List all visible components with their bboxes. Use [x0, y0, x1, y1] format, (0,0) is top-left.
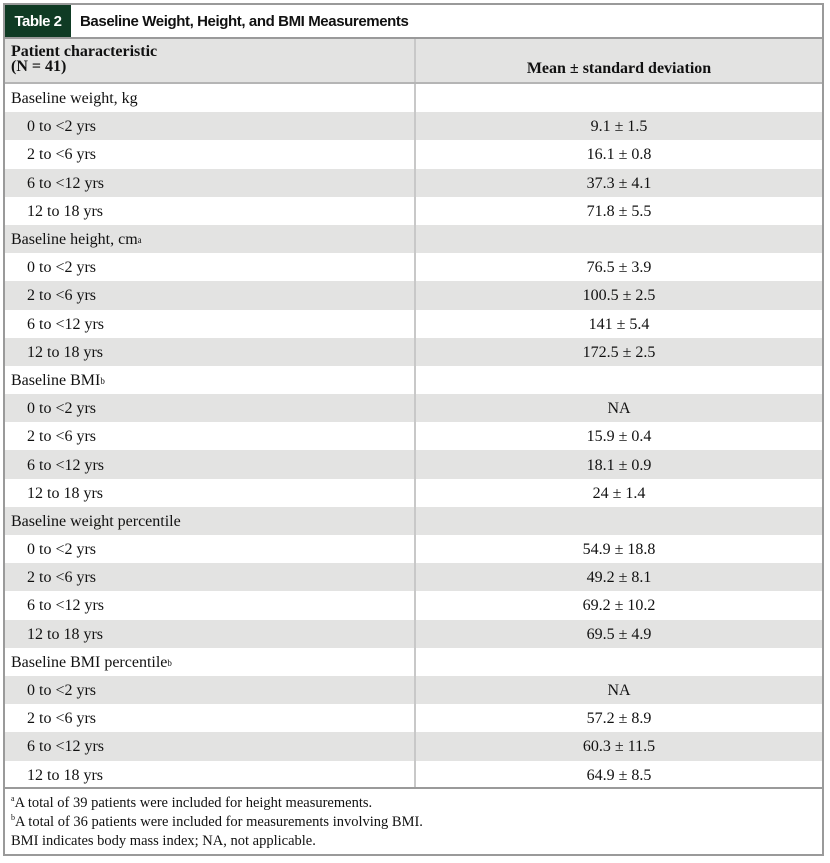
group-value-cell	[416, 507, 822, 535]
age-range-cell: 0 to <2 yrs	[5, 394, 416, 422]
group-row	[5, 225, 822, 253]
table-row	[5, 112, 822, 140]
footnote-abbreviations	[11, 832, 822, 851]
table-row	[5, 676, 822, 704]
mean-sd-cell: 16.1 ± 0.8	[586, 146, 652, 164]
mean-sd-cell: 64.9 ± 8.5	[586, 766, 652, 784]
age-range-cell: 12 to 18 yrs	[5, 479, 416, 507]
table-row	[5, 169, 822, 197]
group-label-cell: Baseline height, cm a	[5, 225, 416, 253]
mean-sd-cell: 172.5 ± 2.5	[582, 343, 656, 361]
age-range-cell: 2 to <6 yrs	[5, 704, 416, 732]
table-row	[5, 253, 822, 281]
header-patient-characteristic	[5, 39, 416, 82]
data-table	[5, 39, 822, 789]
age-range-cell: 2 to <6 yrs	[5, 563, 416, 591]
table-row	[5, 197, 822, 225]
group-row	[5, 366, 822, 394]
footnote-text: BMI indicates body mass index; NA, not applicable.	[11, 833, 316, 849]
table-row	[5, 591, 822, 619]
age-range-cell: 6 to <12 yrs	[5, 450, 416, 478]
mean-sd-cell: 60.3 ± 11.5	[582, 738, 656, 756]
group-row	[5, 648, 822, 676]
header-col1-line2: (N = 41)	[11, 58, 67, 75]
mean-sd-cell: NA	[607, 400, 631, 418]
table-title-bar	[5, 5, 822, 39]
group-value-cell	[416, 648, 822, 676]
group-label-cell: Baseline BMI percentile b	[5, 648, 416, 676]
mean-sd-cell: 69.5 ± 4.9	[586, 625, 652, 643]
table-row	[5, 422, 822, 450]
group-label-cell	[5, 84, 416, 112]
footnote-mark: b	[11, 813, 15, 823]
table-row	[5, 394, 822, 422]
group-row	[5, 507, 822, 535]
group-value-cell	[416, 84, 822, 112]
header-col1-line1: Patient characteristic	[11, 43, 158, 60]
mean-sd-cell: 9.1 ± 1.5	[590, 118, 648, 136]
table-footnotes	[5, 787, 822, 854]
age-range-cell: 0 to <2 yrs	[5, 535, 416, 563]
table-row	[5, 732, 822, 760]
table-number-label: Table 2	[5, 5, 71, 37]
mean-sd-cell: 54.9 ± 18.8	[582, 541, 656, 559]
table-row	[5, 479, 822, 507]
age-range-cell: 0 to <2 yrs	[5, 676, 416, 704]
footnote-mark: a	[11, 794, 15, 804]
group-label: Baseline BMI percentile	[11, 653, 168, 671]
table-row	[5, 450, 822, 478]
age-range-cell: 6 to <12 yrs	[5, 169, 416, 197]
age-range-cell: 2 to <6 yrs	[5, 140, 416, 168]
age-range-cell: 12 to 18 yrs	[5, 338, 416, 366]
group-label: Baseline weight, kg	[11, 90, 138, 108]
group-value-cell	[416, 366, 822, 394]
age-range-cell: 2 to <6 yrs	[5, 422, 416, 450]
table-row	[5, 310, 822, 338]
group-label: Baseline weight percentile	[11, 512, 181, 530]
mean-sd-cell: 69.2 ± 10.2	[582, 597, 656, 615]
table-row	[5, 281, 822, 309]
footnote-b	[11, 813, 822, 832]
group-row	[5, 84, 822, 112]
mean-sd-cell: 18.1 ± 0.9	[586, 456, 652, 474]
mean-sd-cell: 37.3 ± 4.1	[586, 174, 652, 192]
footnote-text: A total of 39 patients were included for height measurements.	[14, 795, 373, 811]
mean-sd-cell: 71.8 ± 5.5	[586, 202, 652, 220]
mean-sd-cell: 24 ± 1.4	[592, 484, 646, 502]
table-row	[5, 620, 822, 648]
mean-sd-cell: 141 ± 5.4	[588, 315, 650, 333]
table-row	[5, 704, 822, 732]
table-row	[5, 535, 822, 563]
group-label: Baseline height, cm	[11, 231, 138, 249]
footnote-a	[11, 794, 822, 813]
table-title: Baseline Weight, Height, and BMI Measurements	[80, 12, 409, 30]
group-label-cell	[5, 507, 416, 535]
header-mean-sd: Mean ± standard deviation	[526, 60, 712, 77]
age-range-cell: 6 to <12 yrs	[5, 591, 416, 619]
mean-sd-cell: 49.2 ± 8.1	[586, 569, 652, 587]
table-frame	[3, 3, 824, 856]
group-label-cell: Baseline BMI b	[5, 366, 416, 394]
mean-sd-cell: 57.2 ± 8.9	[586, 710, 652, 728]
footnote-text: A total of 36 patients were included for measurements involving BMI.	[15, 814, 423, 830]
mean-sd-cell: 76.5 ± 3.9	[586, 259, 652, 277]
age-range-cell: 0 to <2 yrs	[5, 253, 416, 281]
table-row	[5, 140, 822, 168]
age-range-cell: 2 to <6 yrs	[5, 281, 416, 309]
table-header-row	[5, 39, 822, 84]
group-value-cell	[416, 225, 822, 253]
table-row	[5, 563, 822, 591]
age-range-cell: 6 to <12 yrs	[5, 732, 416, 760]
group-label: Baseline BMI	[11, 371, 101, 389]
age-range-cell: 12 to 18 yrs	[5, 761, 416, 789]
age-range-cell: 0 to <2 yrs	[5, 112, 416, 140]
mean-sd-cell: 15.9 ± 0.4	[586, 428, 652, 446]
age-range-cell: 12 to 18 yrs	[5, 620, 416, 648]
age-range-cell: 12 to 18 yrs	[5, 197, 416, 225]
age-range-cell: 6 to <12 yrs	[5, 310, 416, 338]
mean-sd-cell: NA	[607, 682, 631, 700]
table-body	[5, 84, 822, 789]
table-row	[5, 338, 822, 366]
table-row	[5, 761, 822, 789]
mean-sd-cell: 100.5 ± 2.5	[582, 287, 656, 305]
